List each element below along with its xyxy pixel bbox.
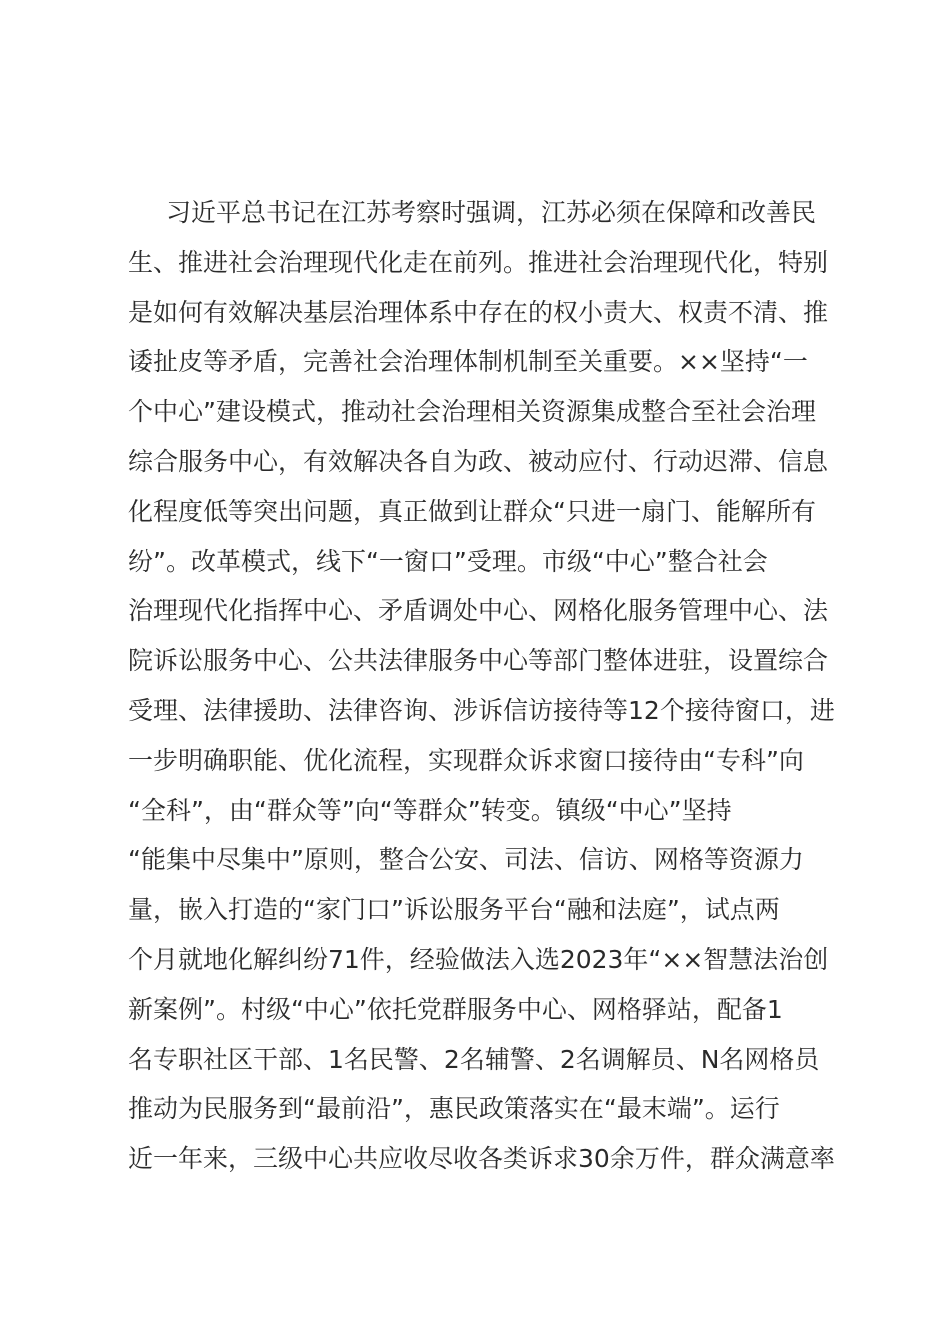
paragraph-line: 个中心”建设模式，推动社会治理相关资源集成整合至社会治理 xyxy=(128,397,816,427)
body-paragraph xyxy=(128,188,858,1184)
paragraph-line: “能集中尽集中”原则，整合公安、司法、信访、网格等资源力 xyxy=(128,845,804,875)
paragraph-line: 生、推进社会治理现代化走在前列。推进社会治理现代化，特别 xyxy=(128,247,829,277)
paragraph-line: 近一年来，三级中心共应收尽收各类诉求30余万件，群众满意率 xyxy=(128,1144,835,1174)
paragraph-line: 院诉讼服务中心、公共法律服务中心等部门整体进驻，设置综合 xyxy=(128,646,829,676)
paragraph-line: 纷”。改革模式，线下“一窗口”受理。市级“中心”整合社会 xyxy=(128,546,768,576)
paragraph-line: 是如何有效解决基层治理体系中存在的权小责大、权责不清、推 xyxy=(128,297,829,327)
paragraph-line: 习近平总书记在江苏考察时强调，江苏必须在保障和改善民 xyxy=(166,198,817,227)
paragraph-line: 受理、法律援助、法律咨询、涉诉信访接待等12个接待窗口，进 xyxy=(128,695,835,725)
paragraph-line: 诿扯皮等矛盾，完善社会治理体制机制至关重要。××坚持“一 xyxy=(128,347,808,377)
paragraph-line: 治理现代化指挥中心、矛盾调处中心、网格化服务管理中心、法 xyxy=(128,596,829,626)
paragraph-line: 综合服务中心，有效解决各自为政、被动应付、行动迟滞、信息 xyxy=(128,446,829,476)
paragraph-line: 推动为民服务到“最前沿”，惠民政策落实在“最末端”。运行 xyxy=(128,1094,780,1124)
paragraph-line: 化程度低等突出问题，真正做到让群众“只进一扇门、能解所有 xyxy=(128,496,816,526)
paragraph-line: 量，嵌入打造的“家门口”诉讼服务平台“融和法庭”，试点两 xyxy=(128,895,780,925)
paragraph-line: 新案例”。村级“中心”依托党群服务中心、网格驿站，配备1 xyxy=(128,994,783,1024)
paragraph-line: 个月就地化解纠纷71件，经验做法入选2023年“××智慧法治创 xyxy=(128,944,829,974)
paragraph-line: “全科”，由“群众等”向“等群众”转变。镇级“中心”坚持 xyxy=(128,795,732,825)
paragraph-line: 名专职社区干部、1名民警、2名辅警、2名调解员、N名网格员 xyxy=(128,1044,820,1074)
paragraph-line: 一步明确职能、优化流程，实现群众诉求窗口接待由“专科”向 xyxy=(128,745,804,775)
